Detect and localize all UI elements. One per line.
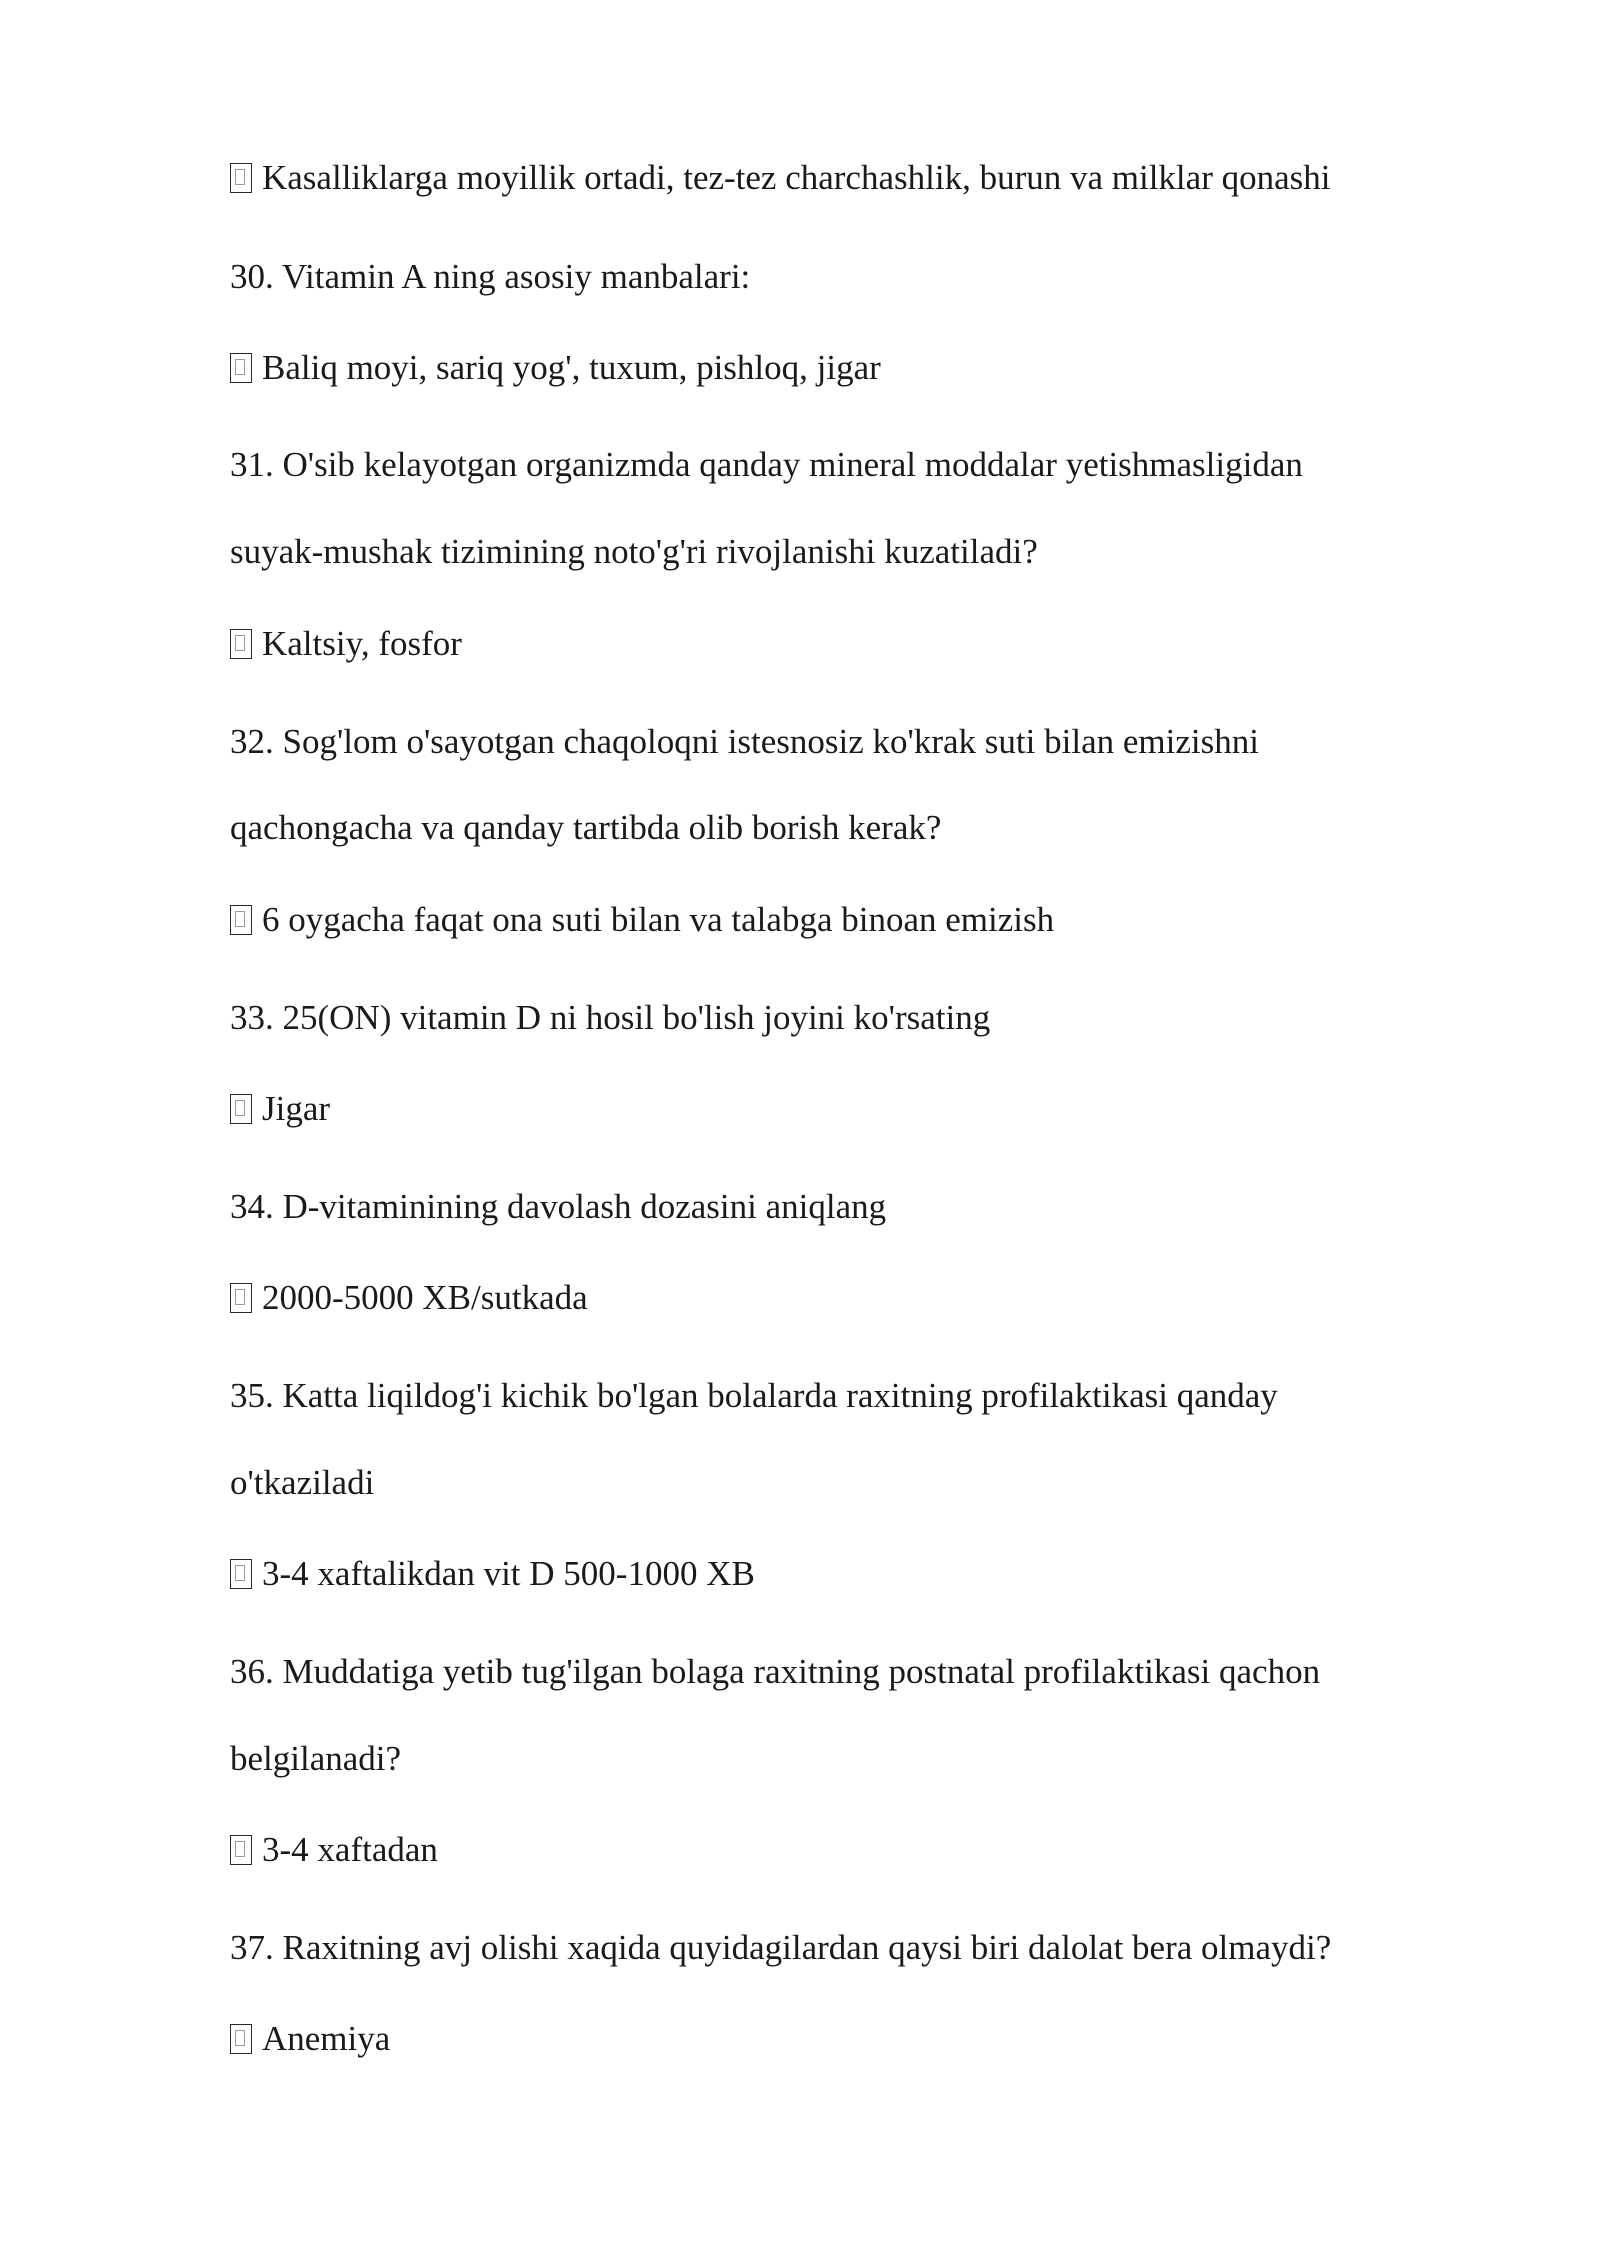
answer-line (230, 1552, 1430, 1596)
question-line: suyak-mushak tizimining noto'g'ri rivojlanishi kuzatiladi? (230, 532, 1038, 571)
missing-glyph-icon (230, 163, 252, 193)
question-line: 34. D-vitaminining davolash dozasini aniqlang (230, 1187, 887, 1226)
question-line: 36. Muddatiga yetib tug'ilgan bolaga raxitning postnatal profilaktikasi qachon (230, 1652, 1321, 1691)
answer-line (230, 346, 1430, 390)
answer-line (230, 1828, 1430, 1872)
missing-glyph-icon (230, 1094, 252, 1124)
missing-glyph-icon (230, 353, 252, 383)
missing-glyph-icon (230, 905, 252, 935)
answer-text: Anemiya (262, 2019, 391, 2058)
question-line: 35. Katta liqildog'i kichik bo'lgan bolalarda raxitning profilaktikasi qanday (230, 1376, 1278, 1415)
answer-line (230, 898, 1430, 942)
answer-line (230, 2017, 1430, 2061)
question-line: belgilanadi? (230, 1739, 402, 1778)
missing-glyph-icon (230, 1559, 252, 1589)
answer-text: Kasalliklarga moyillik ortadi, tez-tez charchashlik, burun va milklar qonashi (262, 158, 1331, 197)
question-line: qachongacha va qanday tartibda olib borish kerak? (230, 808, 942, 847)
answer-line (230, 1276, 1430, 1320)
answer-text: 2000-5000 XB/sutkada (262, 1278, 588, 1317)
answer-line (230, 1087, 1430, 1131)
missing-glyph-icon (230, 629, 252, 659)
answer-text: 6 oygacha faqat ona suti bilan va talabga binoan emizish (262, 900, 1055, 939)
question-line: 31. O'sib kelayotgan organizmda qanday mineral moddalar yetishmasligidan (230, 445, 1303, 484)
question-line: o'tkaziladi (230, 1463, 375, 1502)
question-line: 37. Raxitning avj olishi xaqida quyidagilardan qaysi biri dalolat bera olmaydi? (230, 1928, 1332, 1967)
question-line: 33. 25(ON) vitamin D ni hosil bo'lish joyini ko'rsating (230, 998, 991, 1037)
answer-line (230, 156, 1430, 200)
answer-text: 3-4 xaftadan (262, 1830, 438, 1869)
answer-line (230, 622, 1430, 666)
missing-glyph-icon (230, 1283, 252, 1313)
question-line: 32. Sog'lom o'sayotgan chaqoloqni istesnosiz ko'krak suti bilan emizishni (230, 722, 1259, 761)
answer-text: Jigar (262, 1089, 331, 1128)
question-line: 30. Vitamin A ning asosiy manbalari: (230, 257, 751, 296)
answer-text: Kaltsiy, fosfor (262, 624, 462, 663)
answer-text: Baliq moyi, sariq yog', tuxum, pishloq, jigar (262, 348, 881, 387)
answer-text: 3-4 xaftalikdan vit D 500-1000 XB (262, 1554, 755, 1593)
missing-glyph-icon (230, 2024, 252, 2054)
missing-glyph-icon (230, 1835, 252, 1865)
